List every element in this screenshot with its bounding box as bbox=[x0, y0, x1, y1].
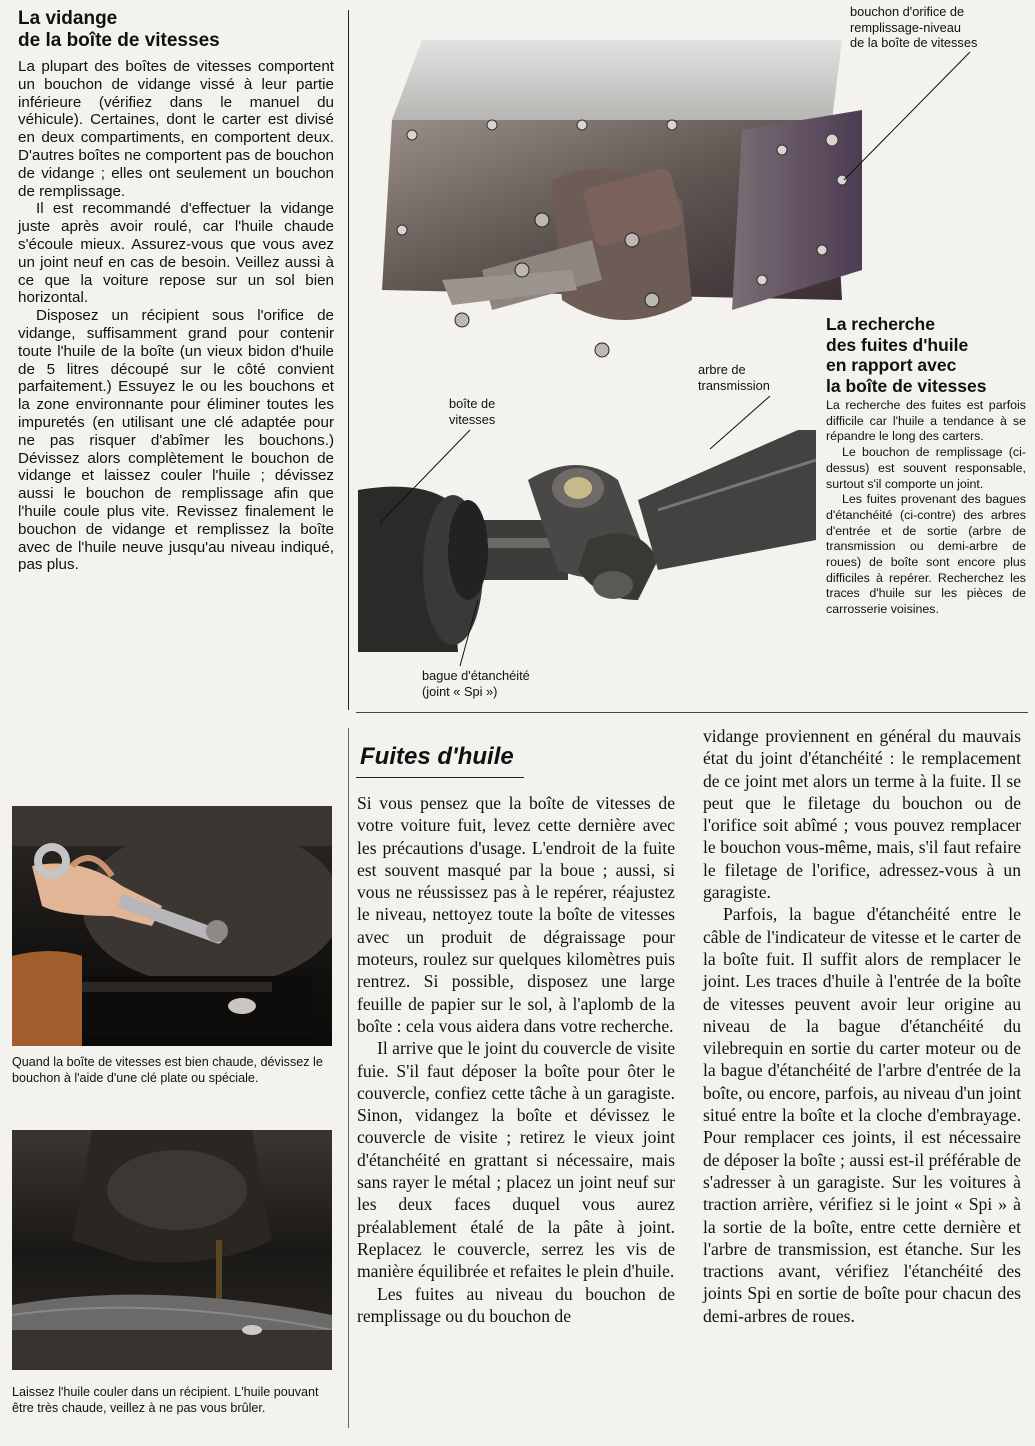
gearbox-illustration bbox=[362, 40, 870, 360]
label-fill-plug-line: bouchon d'orifice de bbox=[850, 4, 965, 19]
leaks-paragraph: Si vous pensez que la boîte de vitesses de votre voiture fuit, levez cette dernière avec les précautions d'usage. L'endroit de la fuite est souvent masqué par la boue ; aussi, si vous ne réussissez pas à le repérer, réajustez le niveau, nettoyez toute la boîte de vitesses avec un produit de dégraissage pour moteurs, roulez sur quelques kilomètres puis rentrez. Si possible, disposez une large feuille de papier sur le sol, à l'aplomb de la boîte : cela vous aidera dans votre recherche. bbox=[357, 793, 675, 1036]
drain-title-line2: de la boîte de vitesses bbox=[18, 30, 220, 51]
leak-search-title-line: la boîte de vitesses bbox=[826, 375, 987, 396]
leader-line-gearbox bbox=[370, 428, 480, 528]
wrench-photo-illustration bbox=[12, 806, 332, 1046]
column-divider bbox=[348, 10, 349, 710]
label-fill-plug-line: remplissage-niveau bbox=[850, 19, 961, 35]
label-shaft-line: arbre de bbox=[698, 362, 746, 377]
drain-title-line1: La vidange bbox=[18, 8, 118, 29]
leaks-column-1 bbox=[357, 792, 675, 1327]
leak-search-paragraph: La recherche des fuites est parfois difficile car l'huile a tendance à se répandre le long des carters. bbox=[826, 398, 1026, 444]
label-gearbox-line: vitesses bbox=[449, 411, 496, 427]
leak-search-title-line: en rapport avec bbox=[826, 355, 957, 375]
column-divider bbox=[348, 728, 349, 1428]
drain-body bbox=[18, 58, 334, 574]
leak-search-title-line: La recherche bbox=[826, 314, 935, 334]
leader-line-fill-plug bbox=[830, 50, 980, 190]
leak-search-title-line: des fuites d'huile bbox=[826, 334, 969, 355]
label-shaft-line: transmission bbox=[698, 377, 770, 393]
leak-search-body bbox=[826, 398, 1026, 618]
label-fill-plug bbox=[850, 4, 1025, 51]
leaks-column-2 bbox=[703, 725, 1021, 1327]
caption-oil-flow: Laissez l'huile couler dans un récipient. L'huile pouvant être très chaude, veillez à ne pas vous brûler. bbox=[12, 1385, 319, 1415]
leader-line-shaft bbox=[700, 394, 780, 454]
drain-paragraph: Disposez un récipient sous l'orifice de vidange, suffisamment grand pour contenir toute l'huile de la boîte (un vieux bidon d'huile de 5 litres découpé sur le côté convient parfaitement.) Essuyez le ou les bouchons et la zone environnante pour éliminer toutes les impuretés (en utilisant une clé adaptée pour ne pas risquer d'abîmer les bouchons.) Dévissez alors complètement le bouchon de vidange et laissez couler l'huile ; dévissez aussi le bouchon de remplissage afin que l'huile coule plus vite. Revissez finalement le bouchon de vidange et remplissez la boîte avec de l'huile neuve jusqu'au niveau indiqué, pas plus. bbox=[18, 307, 334, 574]
leader-line-seal bbox=[440, 598, 490, 670]
photo-oil-flowing bbox=[12, 1130, 332, 1370]
leaks-title: Fuites d'huile bbox=[360, 743, 514, 770]
label-seal-line: (joint « Spi ») bbox=[422, 683, 498, 699]
label-gearbox-line: boîte de bbox=[449, 396, 496, 411]
caption-wrench: Quand la boîte de vitesses est bien chaude, dévissez le bouchon à l'aide d'une clé plate ou spéciale. bbox=[12, 1055, 323, 1085]
section-divider bbox=[356, 712, 1028, 713]
leaks-paragraph: Parfois, la bague d'étanchéité entre le câble de l'indicateur de vitesse et le carter de la boîte fuit. Il suffit alors de remplacer le joint. Les traces d'huile à l'entrée de la boîte de vitesses peuvent avoir leur origine au niveau de la bague d'étanchéité du vilebrequin en sortie du carter moteur ou de la bague d'étanchéité de l'arbre d'entrée de la boîte, ou encore, parfois, au niveau d'un joint situé entre la boîte et la cloche d'embrayage. Pour remplacer ces joints, il est nécessaire de déposer la boîte ; aussi est-il préférable de s'adresser à un garagiste. Sur les voitures à traction arrière, vérifiez si le joint « Spi » à la sortie de la boîte, entre cette dernière et l'arbre de transmission, est étanche. Sur les tractions avant, vérifiez l'étanchéité des joints Spi en sortie de boîte pour chacun des demi-arbres de roues. bbox=[703, 904, 1021, 1326]
oil-flow-photo-illustration bbox=[12, 1130, 332, 1370]
label-seal-line: bague d'étanchéité bbox=[422, 668, 530, 683]
leak-search-section bbox=[826, 314, 1026, 618]
gearbox-drawing bbox=[362, 40, 870, 360]
drain-paragraph: Il est recommandé d'effectuer la vidange juste après avoir roulé, car l'huile chaude s'écoule mieux. Assurez-vous que vous avez un joint neuf en cas de besoin. Veillez aussi à ce que la voiture repose sur un sol bien horizontal. bbox=[18, 200, 334, 307]
leak-search-paragraph: Les fuites provenant des bagues d'étanchéité (ci-contre) des arbres d'entrée et de sortie (arbre de transmission ou demi-arbre de roues) de boîte sont encore plus difficiles à repérer. Recherchez les traces d'huile sur les pièces de carrosserie voisines. bbox=[826, 492, 1026, 617]
label-shaft bbox=[698, 362, 770, 393]
leak-search-paragraph: Le bouchon de remplissage (ci-dessus) est souvent responsable, surtout s'il comporte un joint. bbox=[826, 445, 1026, 491]
drain-section bbox=[18, 8, 334, 574]
leaks-paragraph: Les fuites au niveau du bouchon de remplissage ou du bouchon de bbox=[357, 1283, 675, 1326]
photo-wrench-drain-plug bbox=[12, 806, 332, 1046]
label-fill-plug-line: de la boîte de vitesses bbox=[850, 35, 978, 50]
label-gearbox bbox=[449, 396, 495, 427]
label-seal bbox=[422, 668, 530, 699]
leaks-paragraph: vidange proviennent en général du mauvais état du joint d'étanchéité : le remplacement de ce joint met alors un terme à la fuite. Il se peut que le filetage du bouchon ou de l'orifice soit abîmé ; vous pouvez remplacer le bouchon vous-même, mais, s'il faut refaire le filetage de l'orifice, adressez-vous à un garagiste. bbox=[703, 726, 1021, 903]
leaks-paragraph: Il arrive que le joint du couvercle de visite fuie. S'il faut déposer la boîte pour ôter le couvercle, confiez cette tâche à un garagiste. Sinon, vidangez la boîte et dévissez le couvercle de visite ; retirez le vieux joint d'étanchéité en grattant si nécessaire, mais sans rayer le métal ; placez un joint neuf sur les deux faces duquel vous aurez préalablement étalé de la pâte à joint. Replacez le couvercle, serrez les vis de manière équilibrée et refaites le plein d'huile. bbox=[357, 1038, 676, 1282]
leaks-title-underline bbox=[356, 777, 524, 778]
drain-paragraph: La plupart des boîtes de vitesses comportent un bouchon de vidange vissé à leur partie inférieure (vérifiez dans le manuel du véhicule). Certaines, dont le carter est divisé en deux compartiments, en comportent deux. D'autres boîtes ne comportent pas de bouchon de vidange ; elles ont seulement un bouchon de remplissage. bbox=[18, 58, 334, 200]
